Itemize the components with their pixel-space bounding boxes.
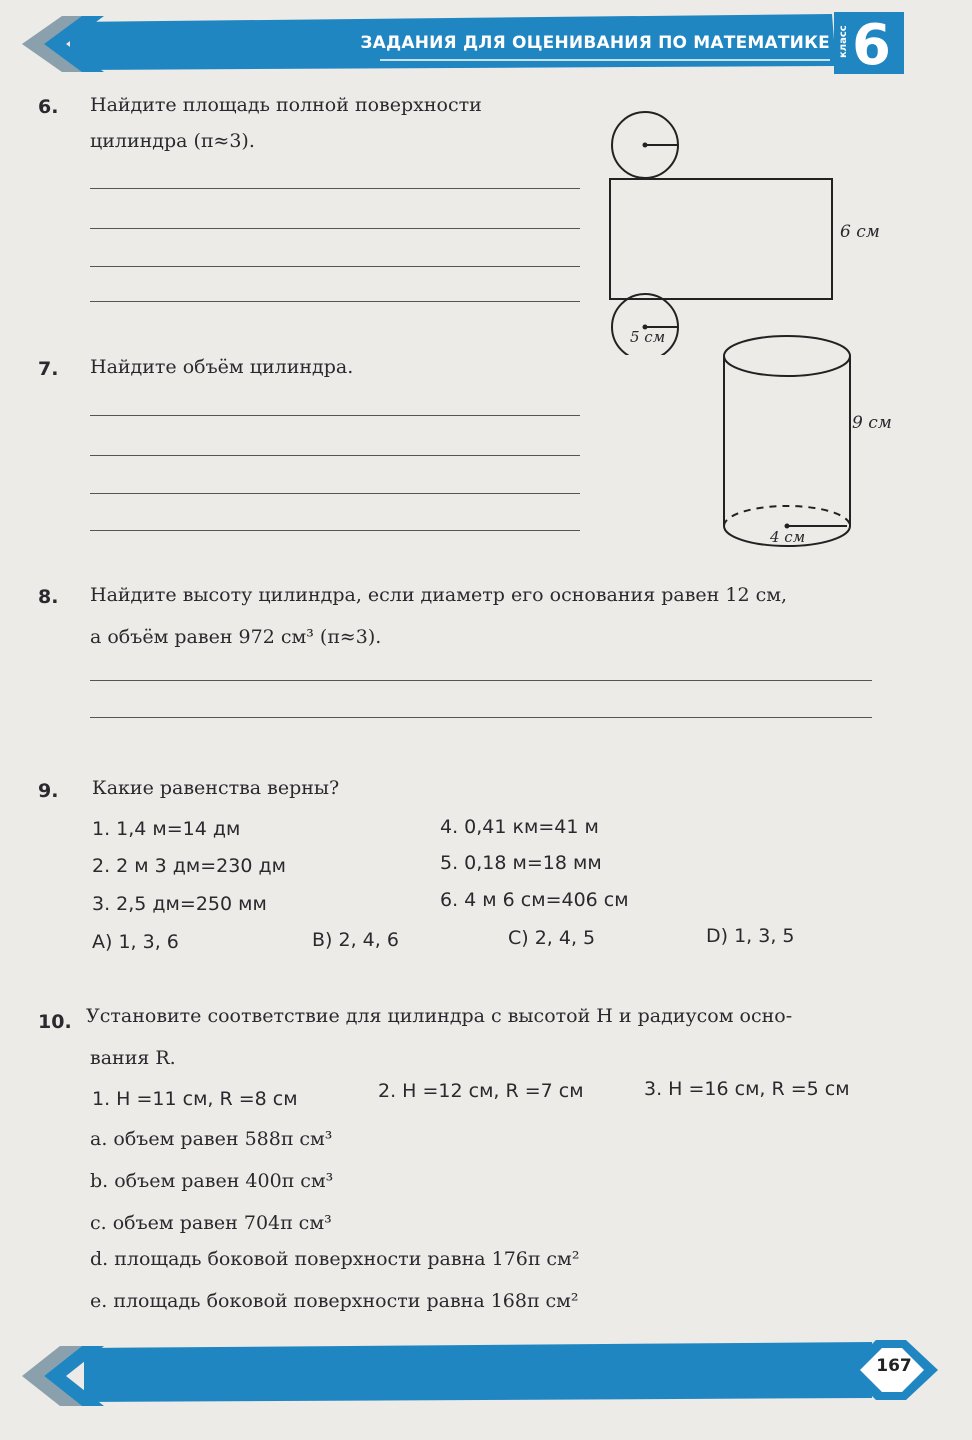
answer-line	[90, 301, 580, 302]
q9-item: 5. 0,18 м=18 мм	[440, 852, 602, 874]
q10-number: 10.	[38, 1011, 72, 1033]
answer-line	[90, 455, 580, 456]
header-title: ЗАДАНИЯ ДЛЯ ОЦЕНИВАНИЯ ПО МАТЕМАТИКЕ	[360, 33, 830, 53]
answer-line	[90, 530, 580, 531]
answer-line	[90, 266, 580, 267]
q9-item: 6. 4 м 6 см=406 см	[440, 889, 629, 911]
q10-option: b. объем равен 400π см³	[90, 1170, 334, 1192]
q7-text: Найдите объём цилиндра.	[90, 356, 354, 378]
answer-line	[90, 188, 580, 189]
q10-text-line2: вания R.	[90, 1047, 176, 1069]
q9-item: 2. 2 м 3 дм=230 дм	[92, 855, 286, 877]
q8-text-line1: Найдите высоту цилиндра, если диаметр его основания равен 12 см,	[90, 584, 788, 606]
q10-option: d. площадь боковой поверхности равна 176π см²	[90, 1248, 580, 1270]
q10-option: a. объем равен 588π см³	[90, 1128, 333, 1150]
q9-answer-b: B) 2, 4, 6	[312, 929, 399, 951]
q10-option: c. объем равен 704π см³	[90, 1212, 332, 1234]
page-number: 167	[876, 1356, 912, 1376]
grade-number: 6	[852, 13, 891, 78]
q9-item: 4. 0,41 км=41 м	[440, 816, 599, 838]
answer-line	[90, 228, 580, 229]
q10-option: e. площадь боковой поверхности равна 168π см²	[90, 1290, 579, 1312]
q6-text-line1: Найдите площадь полной поверхности	[90, 94, 482, 116]
q9-item: 3. 2,5 дм=250 мм	[92, 893, 267, 915]
q7-number: 7.	[38, 358, 59, 380]
q8-text-line2: а объём равен 972 см³ (π≈3).	[90, 626, 382, 648]
q8-number: 8.	[38, 586, 59, 608]
answer-line	[90, 680, 872, 681]
q6-text-line2: цилиндра (π≈3).	[90, 130, 255, 152]
q6-height-label: 6 см	[840, 222, 880, 242]
answer-line	[90, 493, 580, 494]
grade-label: класс	[838, 25, 849, 58]
q7-radius-label: 4 см	[770, 528, 806, 546]
q6-number: 6.	[38, 96, 59, 118]
answer-line	[90, 717, 872, 718]
q9-item: 1. 1,4 м=14 дм	[92, 818, 241, 840]
q9-text: Какие равенства верны?	[92, 777, 340, 799]
answer-line	[90, 415, 580, 416]
cylinder-figure	[715, 330, 865, 555]
q7-height-label: 9 см	[852, 413, 892, 433]
q9-answer-d: D) 1, 3, 5	[706, 925, 795, 947]
q10-case: 1. H =11 см, R =8 см	[92, 1088, 298, 1110]
footer-banner	[0, 1336, 972, 1416]
q10-case: 2. H =12 см, R =7 см	[378, 1080, 584, 1102]
q9-number: 9.	[38, 780, 59, 802]
q9-answer-c: C) 2, 4, 5	[508, 927, 596, 949]
cylinder-net-figure	[600, 105, 860, 355]
q10-text-line1: Установите соответствие для цилиндра с высотой H и радиусом осно-	[86, 1005, 793, 1027]
q6-radius-label: 5 см	[630, 328, 666, 346]
q9-answer-a: A) 1, 3, 6	[92, 931, 179, 953]
q10-case: 3. H =16 см, R =5 см	[644, 1078, 850, 1100]
